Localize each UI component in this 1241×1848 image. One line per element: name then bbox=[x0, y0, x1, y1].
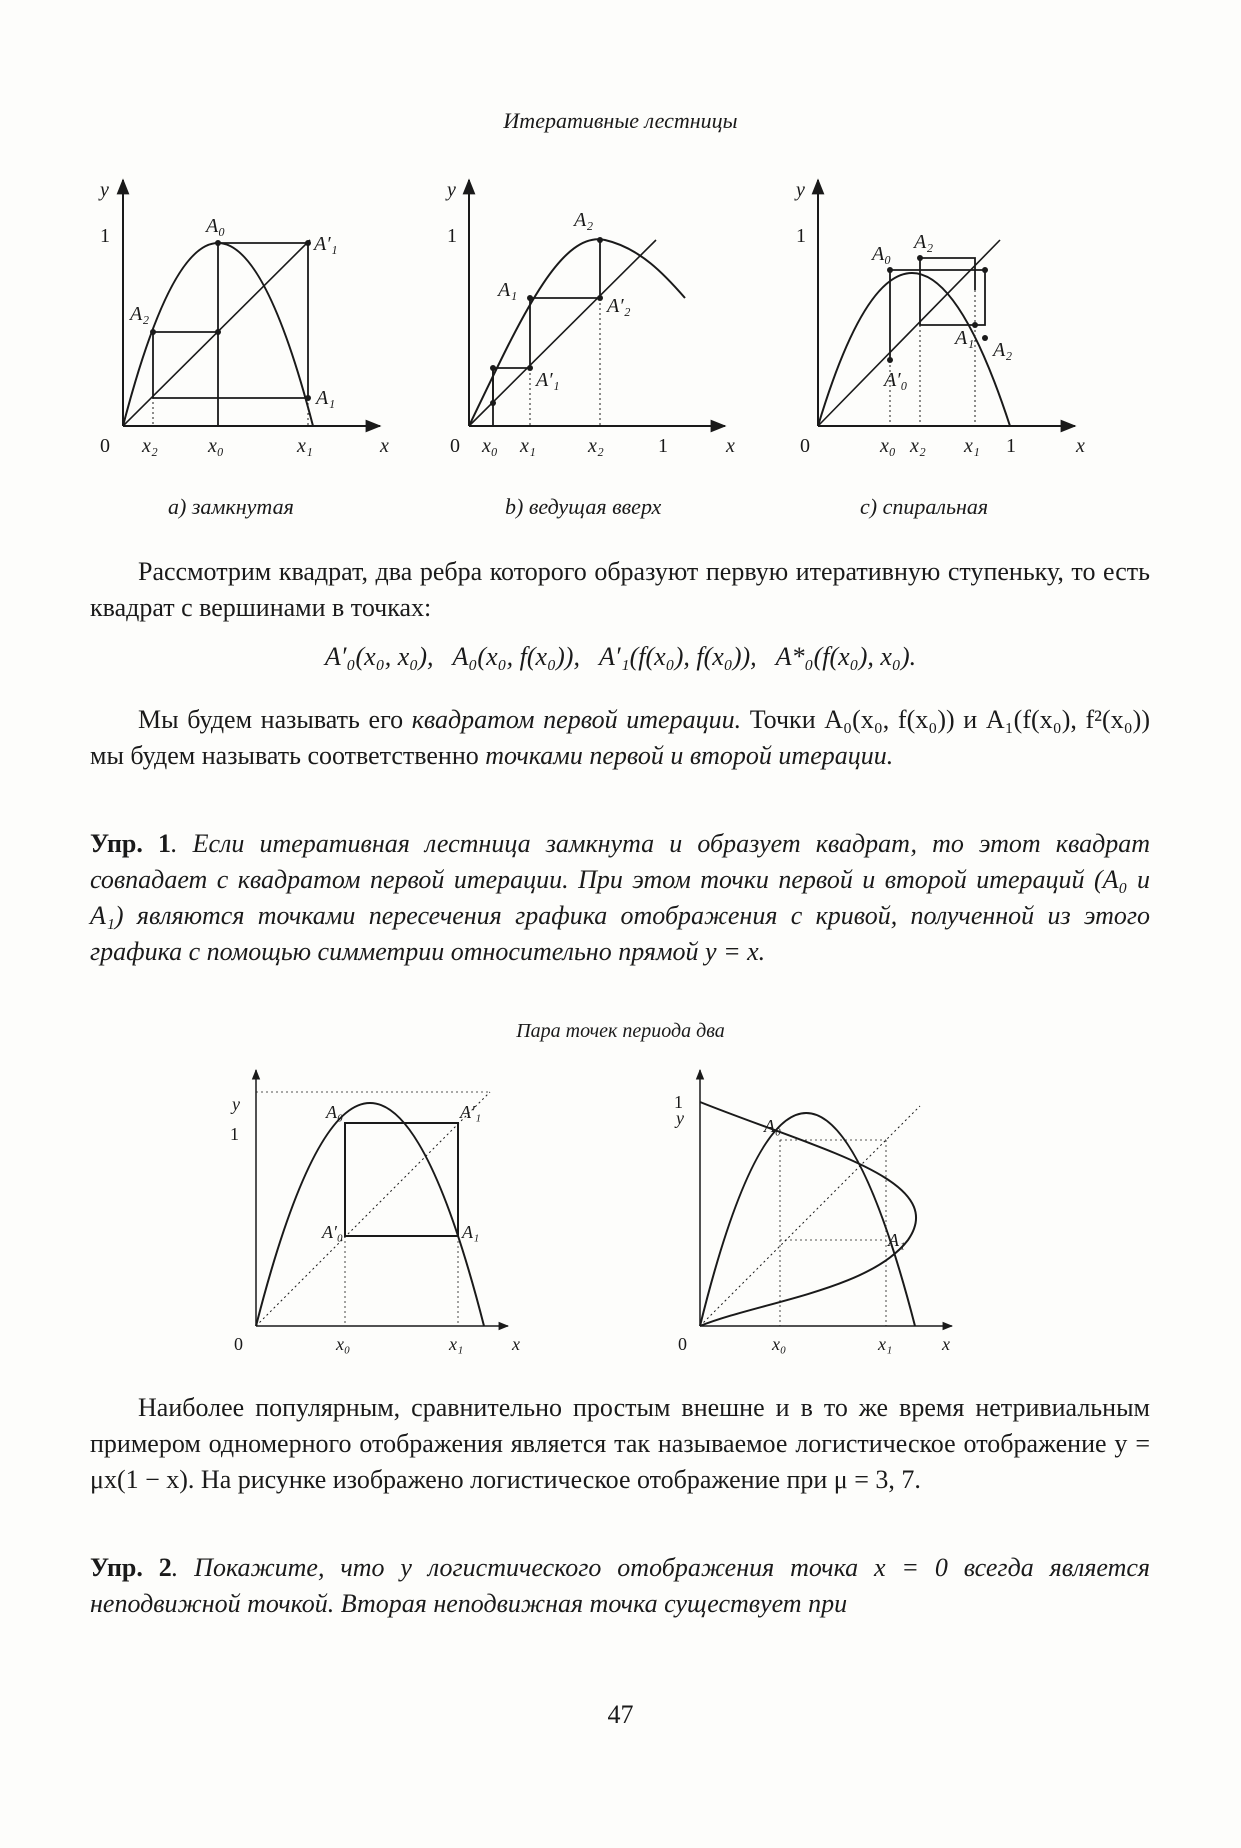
caption-c bbox=[860, 494, 988, 520]
label-A1p: A′₁ bbox=[314, 233, 338, 255]
period-two-square bbox=[345, 1123, 458, 1236]
map-curve bbox=[818, 273, 1013, 426]
label-A0: A₀ bbox=[764, 1116, 782, 1136]
ladder bbox=[493, 240, 600, 426]
panel-c-labels bbox=[794, 179, 1085, 457]
label-A2: A₂ bbox=[993, 339, 1013, 361]
tick-label-x1: x₁ bbox=[520, 435, 536, 457]
figure-iterative-ladders bbox=[0, 160, 1241, 480]
caption-a bbox=[168, 494, 294, 520]
point-A1p bbox=[527, 365, 533, 371]
origin-label: 0 bbox=[800, 435, 810, 457]
axis-label-y: y bbox=[796, 179, 805, 201]
axis-label-x: x bbox=[726, 435, 735, 457]
exercise-2 bbox=[90, 1550, 1150, 1622]
label-A2p: A′₂ bbox=[607, 295, 631, 317]
point-A0 bbox=[215, 240, 221, 246]
origin-label: 0 bbox=[100, 435, 110, 457]
fig2-right bbox=[700, 1070, 952, 1326]
point-A2p bbox=[597, 295, 603, 301]
axis-label-y: y bbox=[232, 1094, 240, 1114]
label-A0: A₀ bbox=[326, 1102, 344, 1122]
label-A0p: A′₀ bbox=[884, 369, 908, 391]
axis-label-y: y bbox=[676, 1108, 684, 1128]
tick-label-x2: x₂ bbox=[910, 435, 926, 457]
page-number: 47 bbox=[607, 1700, 634, 1729]
point-A0 bbox=[490, 365, 496, 371]
label-A0p: A′₀ bbox=[322, 1222, 344, 1242]
point-A0 bbox=[887, 267, 893, 273]
figure-period-two bbox=[0, 1040, 1241, 1370]
caption-b-text: ведущая вверх bbox=[528, 494, 662, 519]
axis-label-x: x bbox=[942, 1334, 950, 1354]
p2-term: квадратом первой итерации. bbox=[411, 705, 742, 734]
label-A1: A₁ bbox=[462, 1222, 480, 1242]
tick-label-1: 1 bbox=[796, 225, 806, 247]
label-A1: A₁ bbox=[316, 387, 336, 409]
point-A0p bbox=[887, 357, 893, 363]
diagonal-line bbox=[469, 240, 656, 426]
panel-c bbox=[818, 180, 1075, 426]
point-A2 bbox=[597, 237, 603, 243]
fig2-left-labels bbox=[230, 1094, 520, 1354]
paragraph-1: Рассмотрим квадрат, два ребра которого образуют первую итеративную ступеньку, то есть квадрат с вершинами в точках: bbox=[90, 557, 1150, 622]
p2-term: точками первой и второй итерации. bbox=[485, 741, 894, 770]
p2-part: Точки A₀(x₀, f(x₀)) и A₁(f(x₀), f²(x₀)) мы будем называть соответственно bbox=[90, 705, 1150, 770]
caption-b-letter: b) bbox=[505, 494, 524, 519]
paragraph-2 bbox=[90, 702, 1150, 774]
tick-label-x2: x₂ bbox=[588, 435, 604, 457]
label-A1: A₁ bbox=[888, 1230, 906, 1250]
label-A0: A₀ bbox=[872, 243, 892, 265]
axis-label-y: y bbox=[447, 179, 456, 201]
point-corner bbox=[982, 267, 988, 273]
caption-c-letter: c) bbox=[860, 494, 878, 519]
origin-label: 0 bbox=[678, 1334, 687, 1354]
label-A0: A₀ bbox=[206, 215, 226, 237]
running-title: Итеративные лестницы bbox=[503, 108, 738, 133]
origin-label: 0 bbox=[234, 1334, 243, 1354]
figure-2-title: Пара точек периода два bbox=[516, 1020, 725, 1042]
axis-label-x: x bbox=[1076, 435, 1085, 457]
tick-label-x0: x₀ bbox=[880, 435, 896, 457]
fig2-right-labels bbox=[674, 1092, 950, 1354]
caption-b bbox=[505, 494, 661, 520]
point-A1 bbox=[305, 395, 311, 401]
label-A2: A₂ bbox=[574, 209, 594, 231]
tick-label-1: 1 bbox=[447, 225, 457, 247]
point-A2top bbox=[917, 255, 923, 261]
tick-label-x2: x₂ bbox=[142, 435, 158, 457]
tick-label-x-1: 1 bbox=[658, 435, 668, 457]
caption-a-text: замкнутая bbox=[191, 494, 294, 519]
tick-label-1: 1 bbox=[230, 1124, 239, 1144]
point-A2 bbox=[150, 329, 156, 335]
caption-c-text: спиральная bbox=[882, 494, 989, 519]
exercise-2-text: . Покажите, что у логистического отображения точка x = 0 всегда является неподвижной точкой. Вторая неподвижная точка существует при bbox=[90, 1553, 1150, 1618]
label-A1p: A′₁ bbox=[536, 369, 560, 391]
tick-label-x0: x₀ bbox=[772, 1334, 787, 1354]
panel-b-labels bbox=[445, 179, 735, 457]
panel-a-labels bbox=[98, 179, 389, 457]
tick-label-x1: x₁ bbox=[297, 435, 313, 457]
panel-a bbox=[123, 180, 380, 426]
tick-label-1: 1 bbox=[674, 1092, 683, 1112]
exercise-2-label: Упр. 2 bbox=[90, 1553, 172, 1582]
origin-label: 0 bbox=[450, 435, 460, 457]
exercise-1-label: Упр. 1 bbox=[90, 829, 171, 858]
point-A2 bbox=[982, 335, 988, 341]
tick-label-x1: x₁ bbox=[878, 1334, 893, 1354]
point-A1 bbox=[527, 295, 533, 301]
panel-b bbox=[469, 180, 725, 426]
caption-a-letter: a) bbox=[168, 494, 187, 519]
label-A1: A₁ bbox=[955, 327, 975, 349]
axis-label-x: x bbox=[512, 1334, 520, 1354]
tick-label-x-1: 1 bbox=[1006, 435, 1016, 457]
label-A1: A₁ bbox=[498, 279, 518, 301]
tick-label-x0: x₀ bbox=[482, 435, 498, 457]
map-curve bbox=[469, 239, 685, 426]
exercise-1 bbox=[90, 826, 1150, 970]
tick-label-x0: x₀ bbox=[336, 1334, 351, 1354]
p2-part: Мы будем называть его bbox=[138, 705, 412, 734]
axis-label-y: y bbox=[100, 179, 109, 201]
paragraph-3: Наиболее популярным, сравнительно простым внешне и в то же время нетривиальным примером одномерного отображения является так называемое логистическое отображение y = μx(1 − x). На рисунке изображено логистическое отображение при μ = 3, 7. bbox=[90, 1393, 1150, 1494]
point-A1p bbox=[305, 240, 311, 246]
label-A2-top: A₂ bbox=[914, 231, 934, 253]
tick-label-x1: x₁ bbox=[964, 435, 980, 457]
tick-label-x1: x₁ bbox=[449, 1334, 464, 1354]
tick-label-1: 1 bbox=[100, 225, 110, 247]
exercise-1-text: . Если итеративная лестница замкнута и образует квадрат, то этот квадрат совпадает с квадратом первой итерации. При этом точки первой и второй итераций (A₀ и A₁) являются точками пересечения графика отображения с кривой, полученной из этого графика с помощью симметрии относительно прямой y = x. bbox=[90, 829, 1150, 966]
logistic-curve bbox=[256, 1103, 484, 1326]
tick-label-x0: x₀ bbox=[208, 435, 224, 457]
point-A0p bbox=[490, 400, 496, 406]
point-x0x0 bbox=[215, 329, 221, 335]
axis-label-x: x bbox=[380, 435, 389, 457]
formula-vertices: A′₀(x₀, x₀), A₀(x₀, f(x₀)), A′₁(f(x₀), f(x₀)), A*₀(f(x₀), x₀). bbox=[324, 642, 917, 671]
label-A1p: A′₁ bbox=[460, 1102, 482, 1122]
label-A2: A₂ bbox=[130, 303, 150, 325]
